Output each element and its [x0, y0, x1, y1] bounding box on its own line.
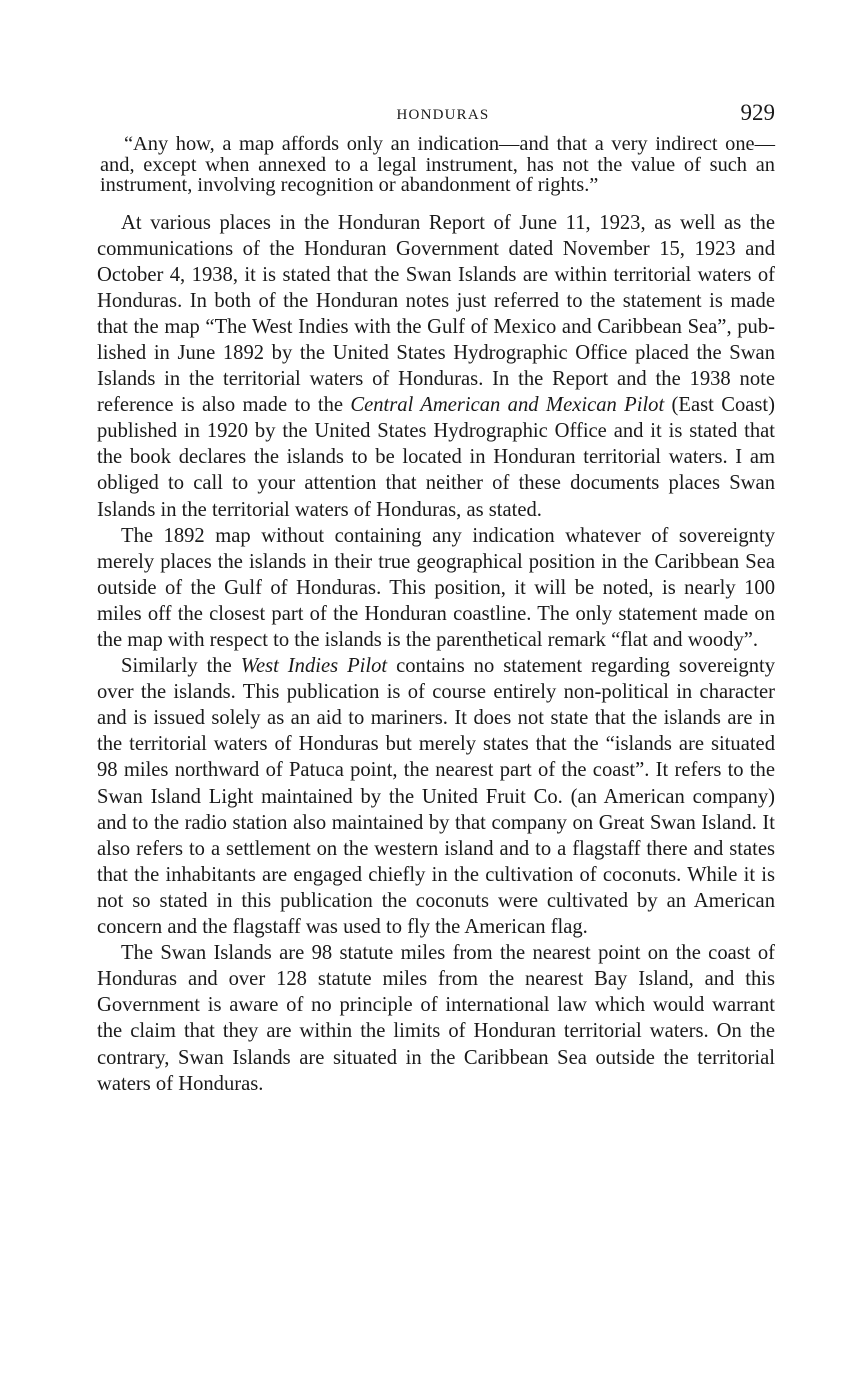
italic-title-west-indies-pilot: West Indies Pilot [240, 655, 388, 678]
running-head [97, 98, 775, 134]
document-page [97, 98, 775, 1097]
page-number: 929 [740, 100, 775, 125]
italic-title-central-american-pilot: Central American and Mexican Pilot [350, 394, 665, 417]
paragraph-west-indies-pilot [97, 653, 775, 940]
paragraph-swan-islands-distance: The Swan Islands are 98 statute miles from the nearest point on the coast of Honduras and over 128 statute miles from the nearest Bay Island, and this Government is aware of no principle of international law which would warrant the claim that they are within the limits of Honduran territorial waters. On the contrary, Swan Islands are situated in the Caribbean Sea outside the territorial waters of Honduras. [97, 942, 775, 1095]
paragraph-text: contains no statement regarding sovereignty over the islands. This publication is of course entirely non-political in character and is issued solely as an aid to mariners. It does not state that the islands are in the territorial waters of Honduras but merely states that the “islands are situated 98 miles northward of Patuca point, the nearest part of the coast”. It refers to the Swan Island Light maintained by the United Fruit Co. (an American company) and to the radio station also maintained by that company on Great Swan Island. It also refers to a settlement on the western island and to a flagstaff there and states that the inhabitants are engaged chiefly in the cultivation of coconuts. While it is not so stated in this publication the coconuts were cultivated by an American concern and the flagstaff was used to fly the American flag. [97, 655, 776, 939]
paragraph-1892-map: The 1892 map without containing any indication whatever of sovereignty merely places the islands in their true geographical position in the Caribbean Sea outside of the Gulf of Honduras. This position, it will be noted, is nearly 100 miles off the closest part of the Honduran coastline. The only statement made on the map with respect to the islands is the parenthetical remark “flat and woody”. [97, 524, 775, 651]
paragraph-text: At various places in the Honduran Report of June 11, 1923, as well as the communications of the Honduran Government dated November 15, 1923 and October 4, 1938, it is stated that the Swan Islands are within territorial waters of Honduras. In both of the Honduran notes just referred to the statement is made that the map “The West Indies with the Gulf of Mexico and Caribbean Sea”, published in June 1892 by the United States Hydrographic Office placed the Swan Islands in the territorial waters of Honduras. In the Report and the 1938 note reference is also made to the [97, 211, 775, 417]
body-text [97, 134, 775, 1097]
running-title: HONDURAS [396, 107, 490, 123]
paragraph-text: (East Coast) published in 1920 by the United States Hydrographic Office and it is stated that the book declares the islands to be located in Honduran territorial waters. I am obliged to call to your attention that neither of these documents places Swan Islands in the territorial waters of Honduras, as stated. [97, 394, 775, 521]
paragraph-text: Similarly the [121, 655, 241, 678]
quoted-paragraph: “Any how, a map affords only an indication—and that a very indirect one—and, except when annexed to a legal instrument, has not the value of such an instrument, involving recognition or abandonment of rights.” [100, 133, 775, 196]
paragraph-honduran-report [97, 210, 775, 523]
